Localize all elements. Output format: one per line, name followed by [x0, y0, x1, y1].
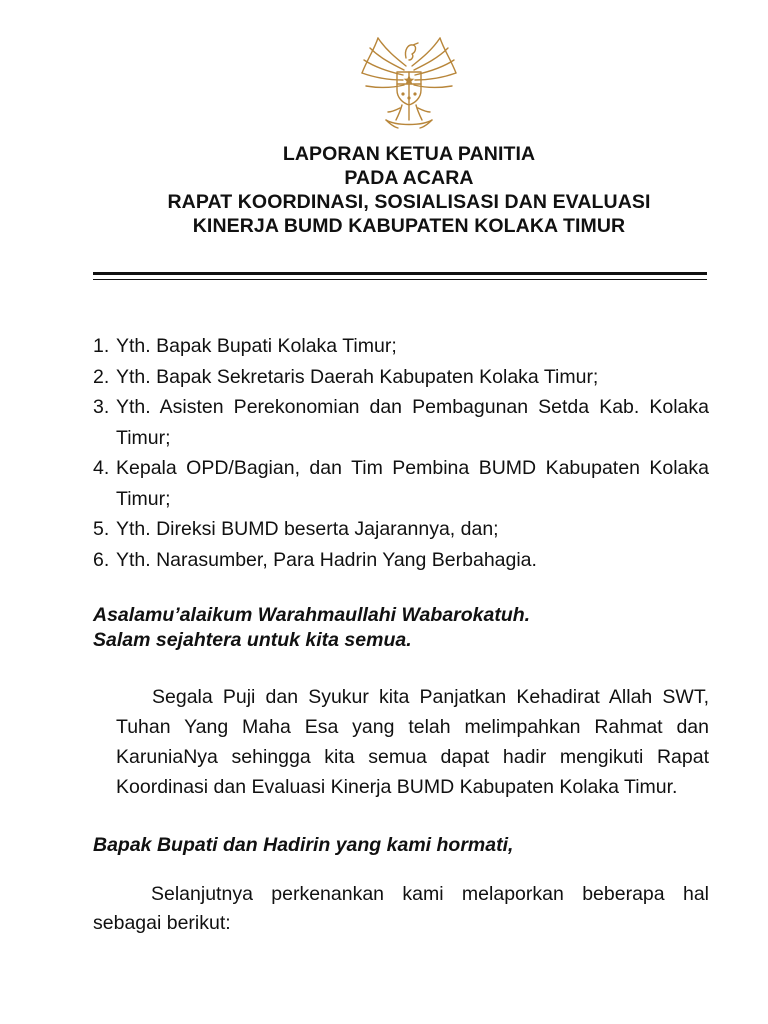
greeting-line-1: Asalamu’alaikum Warahmaullahi Wabarokatuh.	[93, 604, 531, 626]
list-item-text: Kepala OPD/Bagian, dan Tim Pembina BUMD Kabupaten Kolaka Timur;	[116, 457, 709, 510]
list-item-number: 6.	[93, 548, 110, 571]
title-line-1: LAPORAN KETUA PANITIA	[282, 143, 536, 165]
addressee-list	[93, 331, 709, 575]
list-item-text: Yth. Bapak Sekretaris Daerah Kabupaten Kolaka Timur;	[116, 365, 599, 388]
list-item-number: 4.	[93, 457, 110, 479]
opening-paragraph: Segala Puji dan Syukur kita Panjatkan Kehadirat Allah SWT, Tuhan Yang Maha Esa yang telah melimpahkan Rahmat dan KaruniaNya sehingga kita semua dapat hadir mengikuti Rapat Koordinasi dan Evaluasi Kinerja BUMD Kabupaten Kolaka Timur.	[116, 686, 709, 798]
list-item	[93, 514, 709, 545]
header-divider-thin	[93, 279, 707, 280]
list-item	[93, 392, 709, 453]
greeting	[93, 603, 530, 653]
list-item-number: 1.	[93, 335, 110, 357]
title-line-3: RAPAT KOORDINASI, SOSIALISASI DAN EVALUASI	[167, 191, 651, 213]
list-item	[93, 331, 709, 362]
list-item-number: 5.	[93, 518, 110, 540]
greeting-line-2: Salam sejahtera untuk kita semua.	[93, 629, 412, 651]
garuda-emblem-icon	[356, 28, 462, 132]
title-line-4: KINERJA BUMD KABUPATEN KOLAKA TIMUR	[192, 215, 626, 237]
list-item-number: 3.	[93, 396, 110, 418]
title-line-2: PADA ACARA	[344, 167, 474, 189]
list-item	[93, 545, 709, 576]
list-item	[93, 362, 709, 393]
list-item-text: Yth. Direksi BUMD beserta Jajarannya, dan;	[116, 518, 499, 540]
document-title	[60, 142, 758, 238]
list-item-text: Yth. Narasumber, Para Hadrin Yang Berbahagia.	[116, 548, 537, 571]
salutation: Bapak Bupati dan Hadirin yang kami hormati,	[93, 834, 514, 856]
header-divider-thick	[93, 272, 707, 275]
report-intro-paragraph: Selanjutnya perkenankan kami melaporkan beberapa hal sebagai berikut:	[93, 883, 709, 934]
list-item-text: Yth. Bapak Bupati Kolaka Timur;	[116, 335, 397, 357]
list-item	[93, 453, 709, 514]
list-item-text: Yth. Asisten Perekonomian dan Pembagunan Setda Kab. Kolaka Timur;	[116, 396, 709, 449]
list-item-number: 2.	[93, 365, 110, 388]
